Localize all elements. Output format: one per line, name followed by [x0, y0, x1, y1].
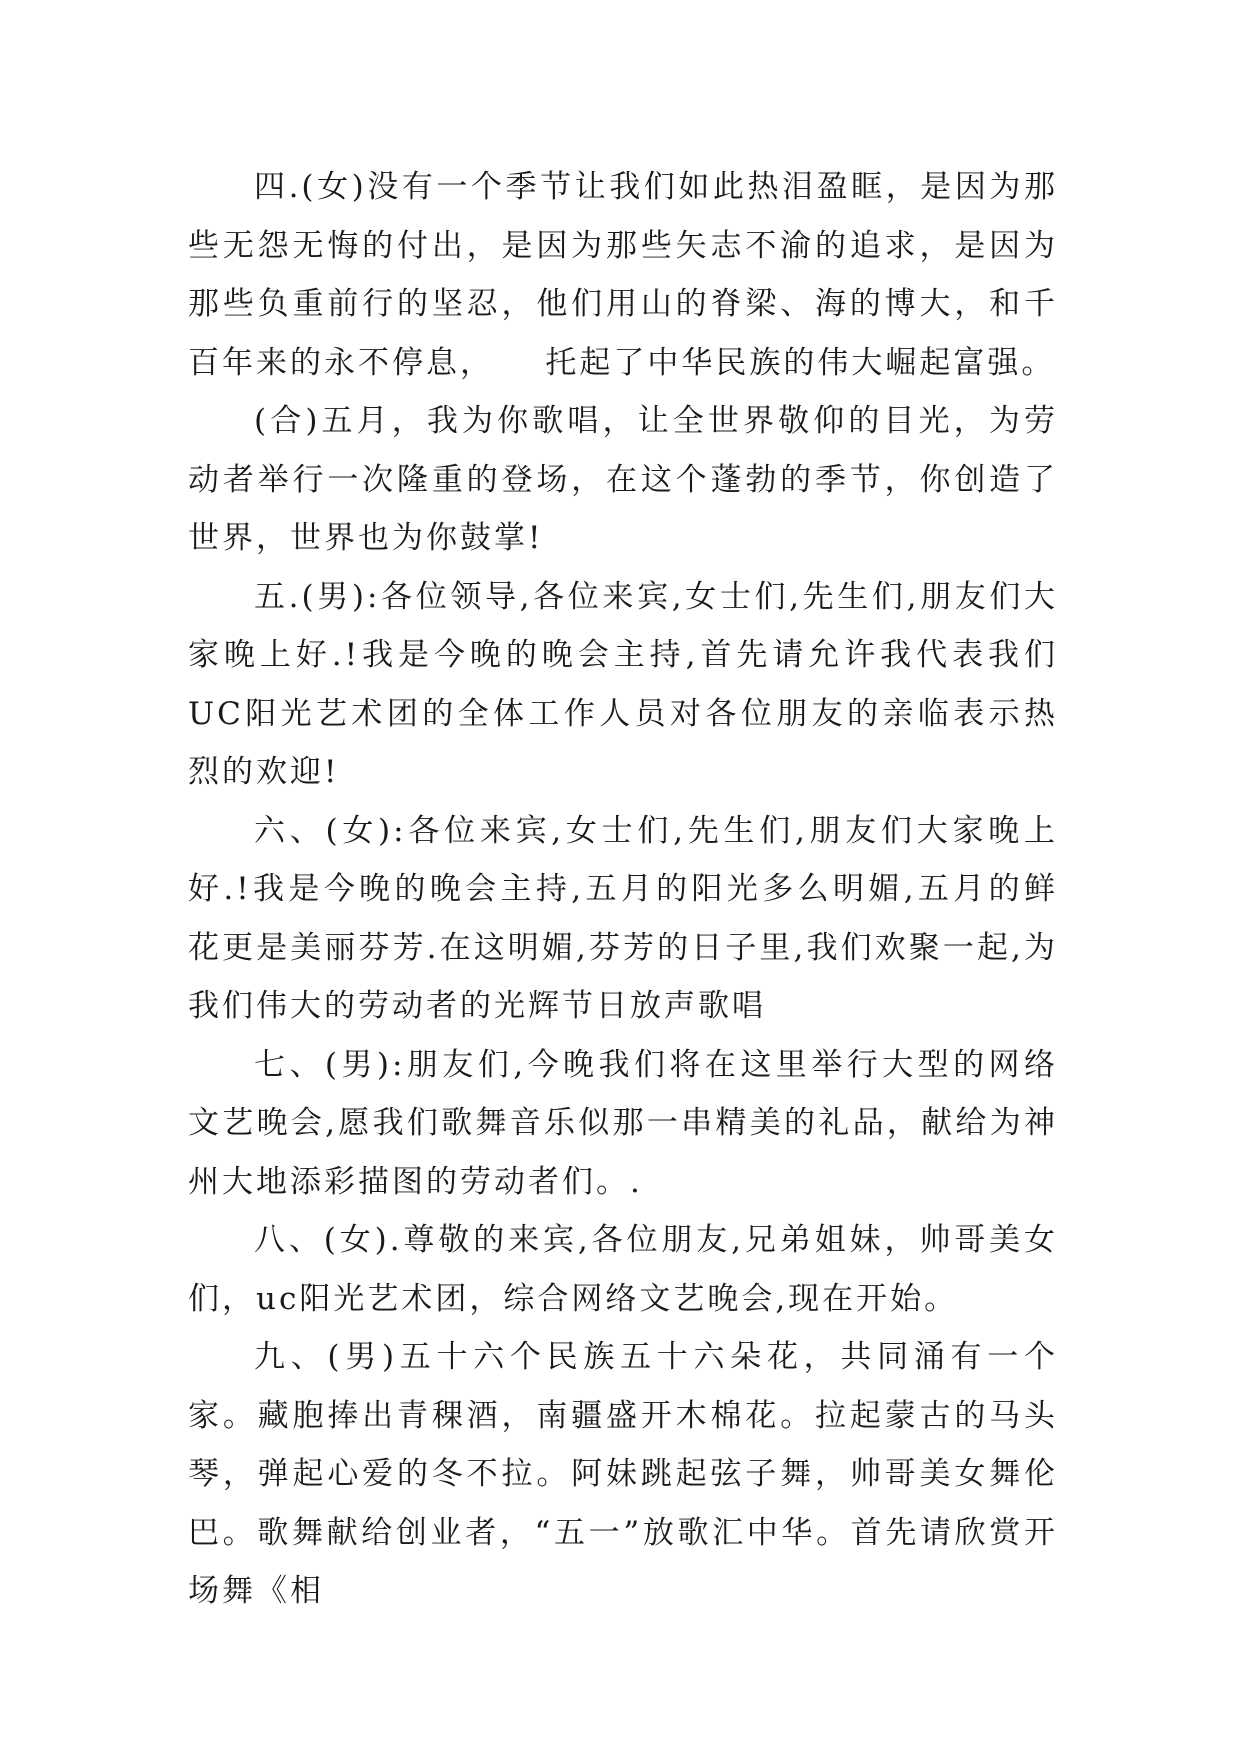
paragraph-6: 六、(女):各位来宾,女士们,先生们,朋友们大家晚上好.!我是今晚的晚会主持,五月的阳光多么明媚,五月的鲜花更是美丽芬芳.在这明媚,芬芳的日子里,我们欢聚一起,为我们伟大的劳动者的光辉节日放声歌唱	[188, 812, 1058, 1024]
paragraph-4: 四.(女)没有一个季节让我们如此热泪盈眶，是因为那些无怨无悔的付出，是因为那些矢志不渝的追求，是因为那些负重前行的坚忍，他们用山的脊梁、海的博大，和千百年来的永不停息， 托起了中华民族的伟大崛起富强。	[188, 169, 1058, 381]
paragraph-7: 七、(男):朋友们,今晚我们将在这里举行大型的网络文艺晚会,愿我们歌舞音乐似那一串精美的礼品，献给为神州大地添彩描图的劳动者们。.	[188, 1046, 1058, 1200]
paragraph-chorus: (合)五月，我为你歌唱，让全世界敬仰的目光，为劳动者举行一次隆重的登场，在这个蓬勃的季节，你创造了世界，世界也为你鼓掌!	[188, 403, 1058, 556]
paragraph-8: 八、(女).尊敬的来宾,各位朋友,兄弟姐妹，帅哥美女们，uc阳光艺术团，综合网络文艺晚会,现在开始。	[188, 1222, 1058, 1317]
body-text	[188, 158, 1058, 1621]
paragraph-5: 五.(男):各位领导,各位来宾,女士们,先生们,朋友们大家晚上好.!我是今晚的晚会主持,首先请允许我代表我们UC阳光艺术团的全体工作人员对各位朋友的亲临表示热烈的欢迎!	[188, 578, 1058, 790]
paragraph-9: 九、(男)五十六个民族五十六朵花，共同涌有一个家。藏胞捧出青稞酒，南疆盛开木棉花。拉起蒙古的马头琴，弹起心爱的冬不拉。阿妹跳起弦子舞，帅哥美女舞伦巴。歌舞献给创业者，“五一”放歌汇中华。首先请欣赏开场舞《相	[188, 1339, 1058, 1609]
